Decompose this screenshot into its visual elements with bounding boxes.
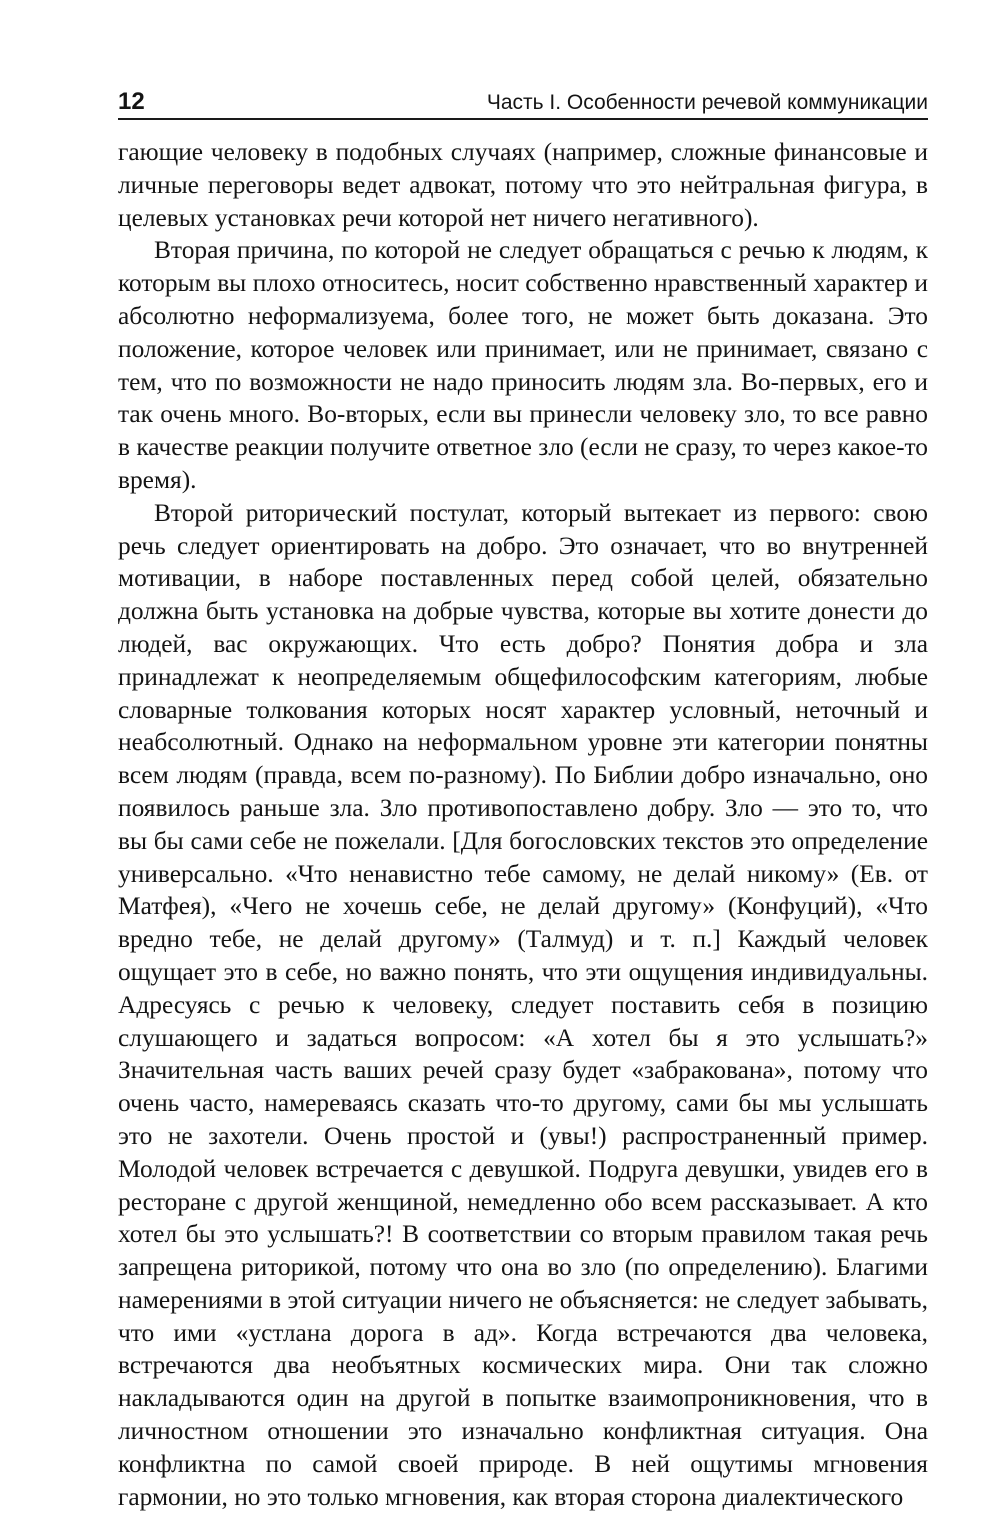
page-number: 12 bbox=[118, 88, 145, 115]
paragraph-second-postulate: Второй риторический постулат, который вытекает из первого: свою речь следует ориентировать на добро. Это означает, что во внутренней мотивации, в наборе поставленных перед собой целей, обязательно должна быть установка на добрые чувства, которые вы хотите донести до людей, вас окружающих. Что есть добро? Понятия добра и зла принадлежат к неопределяемым общефилософским категориям, любые словарные толкования которых носят характер условный, неточный и неабсолютный. Однако на неформальном уровне эти категории понятны всем людям (правда, всем по-разному). По Библии добро изначально, оно появилось раньше зла. Зло противопоставлено добру. Зло — это то, что вы бы сами себе не пожелали. [Для богословских текстов это определение универсально. «Что ненавистно тебе самому, не делай никому» (Ев. от Матфея), «Чего не хочешь себе, не делай другому» (Конфуций), «Что вредно тебе, не делай другому» (Талмуд) и т. п.] Каждый человек ощущает это в себе, но важно понять, что эти ощущения индивидуальны. Адресуясь с речью к человеку, следует поставить себя в позицию слушающего и задаться вопросом: «А хотел бы я это услышать?» Значительная часть ваших речей сразу будет «забракована», потому что очень часто, намереваясь сказать что-то другому, сами бы мы услышать это не захотели. Очень простой и (увы!) распространенный пример. Молодой человек встречается с девушкой. Подруга девушки, увидев его в ресторане с другой женщиной, немедленно обо всем рассказывает. А кто хотел бы это услышать?! В соответствии со вторым правилом такая речь запрещена риторикой, потому что она во зло (по определению). Благими намерениями в этой ситуации ничего не объясняется: не следует забывать, что ими «устлана дорога в ад». Когда встречаются два человека, встречаются два необъятных космических мира. Они так сложно накладываются один на другой в попытке взаимопроникновения, что в личностном отношении это изначально конфликтная ситуация. Она конфликтна по самой своей природе. В ней ощутимы мгновения гармонии, но это только мгновения, как вторая сторона диалектического bbox=[118, 498, 928, 1511]
section-title: Часть I. Особенности речевой коммуникации bbox=[486, 91, 928, 114]
paragraph-second-reason: Вторая причина, по которой не следует обращаться с речью к людям, к которым вы плохо относитесь, носит собственно нравственный характер и абсолютно неформализуема, более того, не может быть доказана. Это положение, которое человек или принимает, или не принимает, связано с тем, что по возможности не надо приносить людям зла. Во-первых, его и так очень много. Во-вторых, если вы принесли человеку зло, то все равно в качестве реакции получите ответное зло (если не сразу, то через какое-то время). bbox=[118, 236, 928, 494]
running-head bbox=[118, 84, 928, 120]
body-text bbox=[118, 136, 928, 1513]
paragraph-continuation: гающие человеку в подобных случаях (например, сложные финансовые и личные переговоры ведет адвокат, потому что это нейтральная фигура, в целевых установках речи которой нет ничего негативного). bbox=[118, 138, 928, 232]
